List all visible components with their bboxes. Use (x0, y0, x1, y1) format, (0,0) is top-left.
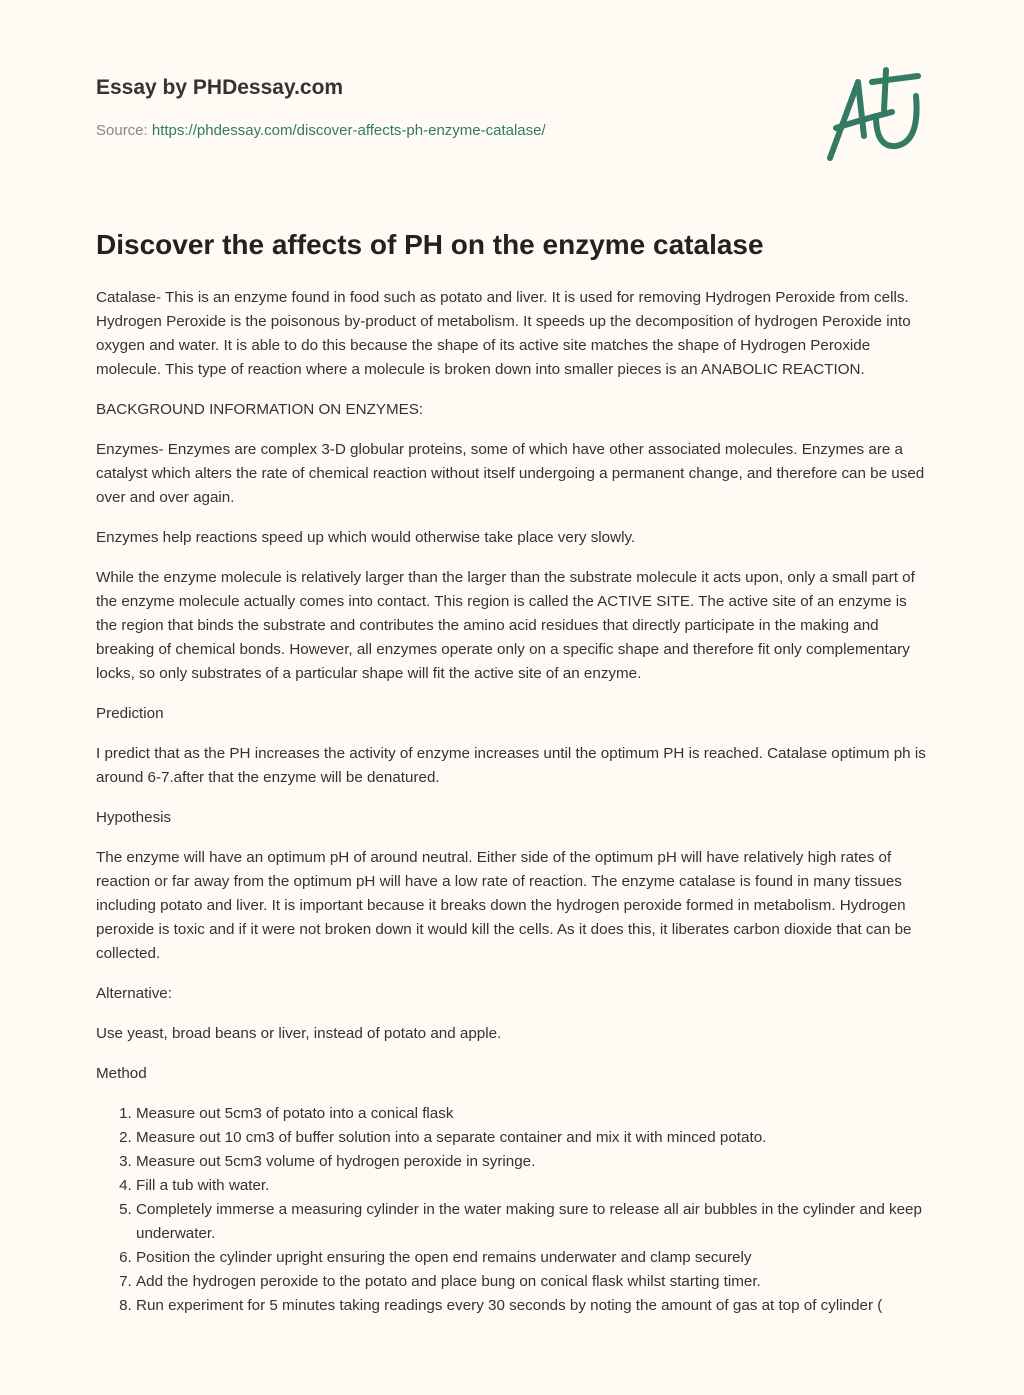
method-step: 3. Measure out 5cm3 volume of hydrogen peroxide in syringe. (136, 1150, 930, 1174)
essay-title: Discover the affects of PH on the enzyme catalase (96, 229, 764, 260)
method-step: 7. Add the hydrogen peroxide to the potato and place bung on conical flask whilst starting timer. (136, 1270, 930, 1294)
paragraph-enzymes: Enzymes- Enzymes are complex 3-D globular proteins, some of which have other associated molecules. Enzymes are a catalyst which alters the rate of chemical reaction without itself undergoing a permanent change, and therefore can be used over and over again. (96, 441, 925, 506)
paragraph-hypothesis: The enzyme will have an optimum pH of around neutral. Either side of the optimum pH will have relatively high rates of reaction or far away from the optimum pH will have a low rate of reaction. The enzyme catalase is found in many tissues including potato and liver. It is important because it breaks down the hydrogen peroxide formed in metabolism. Hydrogen peroxide is toxic and if it were not broken down it would kill the cells. As it does this, it liberates carbon dioxide that can be collected. (96, 849, 912, 962)
method-step: 5. Completely immerse a measuring cylinder in the water making sure to release all air bubbles in the cylinder and keep underwater. (136, 1198, 930, 1246)
essay-body (96, 226, 930, 1318)
alternative-heading: Alternative: (96, 985, 172, 1002)
site-title: Essay by PHDessay.com (96, 76, 344, 99)
source-line (96, 122, 546, 139)
method-steps-list (96, 1102, 930, 1318)
paragraph-prediction: I predict that as the PH increases the activity of enzyme increases until the optimum PH is reached. Catalase optimum ph is around 6-7.after that the enzyme will be denatured. (96, 745, 926, 786)
paragraph-alternative: Use yeast, broad beans or liver, instead of potato and apple. (96, 1025, 502, 1042)
prediction-heading: Prediction (96, 705, 164, 722)
paragraph-background-heading: BACKGROUND INFORMATION ON ENZYMES: (96, 401, 424, 418)
source-link[interactable]: https://phdessay.com/discover-affects-ph-enzyme-catalase/ (151, 122, 546, 139)
method-step: 6. Position the cylinder upright ensuring the open end remains underwater and clamp securely (136, 1246, 930, 1270)
essay-header (96, 76, 546, 139)
method-step: 8. Run experiment for 5 minutes taking readings every 30 seconds by noting the amount of gas at top of cylinder ( (136, 1294, 930, 1318)
paragraph-catalase: Catalase- This is an enzyme found in food such as potato and liver. It is used for removing Hydrogen Peroxide from cells. Hydrogen Peroxide is the poisonous by-product of metabolism. It speeds up the decomposition of hydrogen Peroxide into oxygen and water. It is able to do this because the shape of its active site matches the shape of Hydrogen Peroxide molecule. This type of reaction where a molecule is broken down into smaller pieces is an ANABOLIC REACTION. (96, 289, 911, 378)
method-step: 1. Measure out 5cm3 of potato into a conical flask (136, 1102, 930, 1126)
paragraph-active-site: While the enzyme molecule is relatively larger than the larger than the substrate molecule it acts upon, only a small part of the enzyme molecule actually comes into contact. This region is called the ACTIVE SITE. The active site of an enzyme is the region that binds the substrate and contributes the amino acid residues that directly participate in the making and breaking of chemical bonds. However, all enzymes operate only on a specific shape and therefore fit only complementary locks, so only substrates of a particular shape will fit the active site of an enzyme. (96, 569, 915, 682)
source-label: Source: (96, 122, 148, 139)
method-heading: Method (96, 1065, 147, 1082)
a-plus-logo-icon (820, 66, 930, 166)
hypothesis-heading: Hypothesis (96, 809, 172, 826)
paragraph-enzymes-speed: Enzymes help reactions speed up which would otherwise take place very slowly. (96, 529, 636, 546)
method-step: 2. Measure out 10 cm3 of buffer solution into a separate container and mix it with minced potato. (136, 1126, 930, 1150)
method-step: 4. Fill a tub with water. (136, 1174, 930, 1198)
